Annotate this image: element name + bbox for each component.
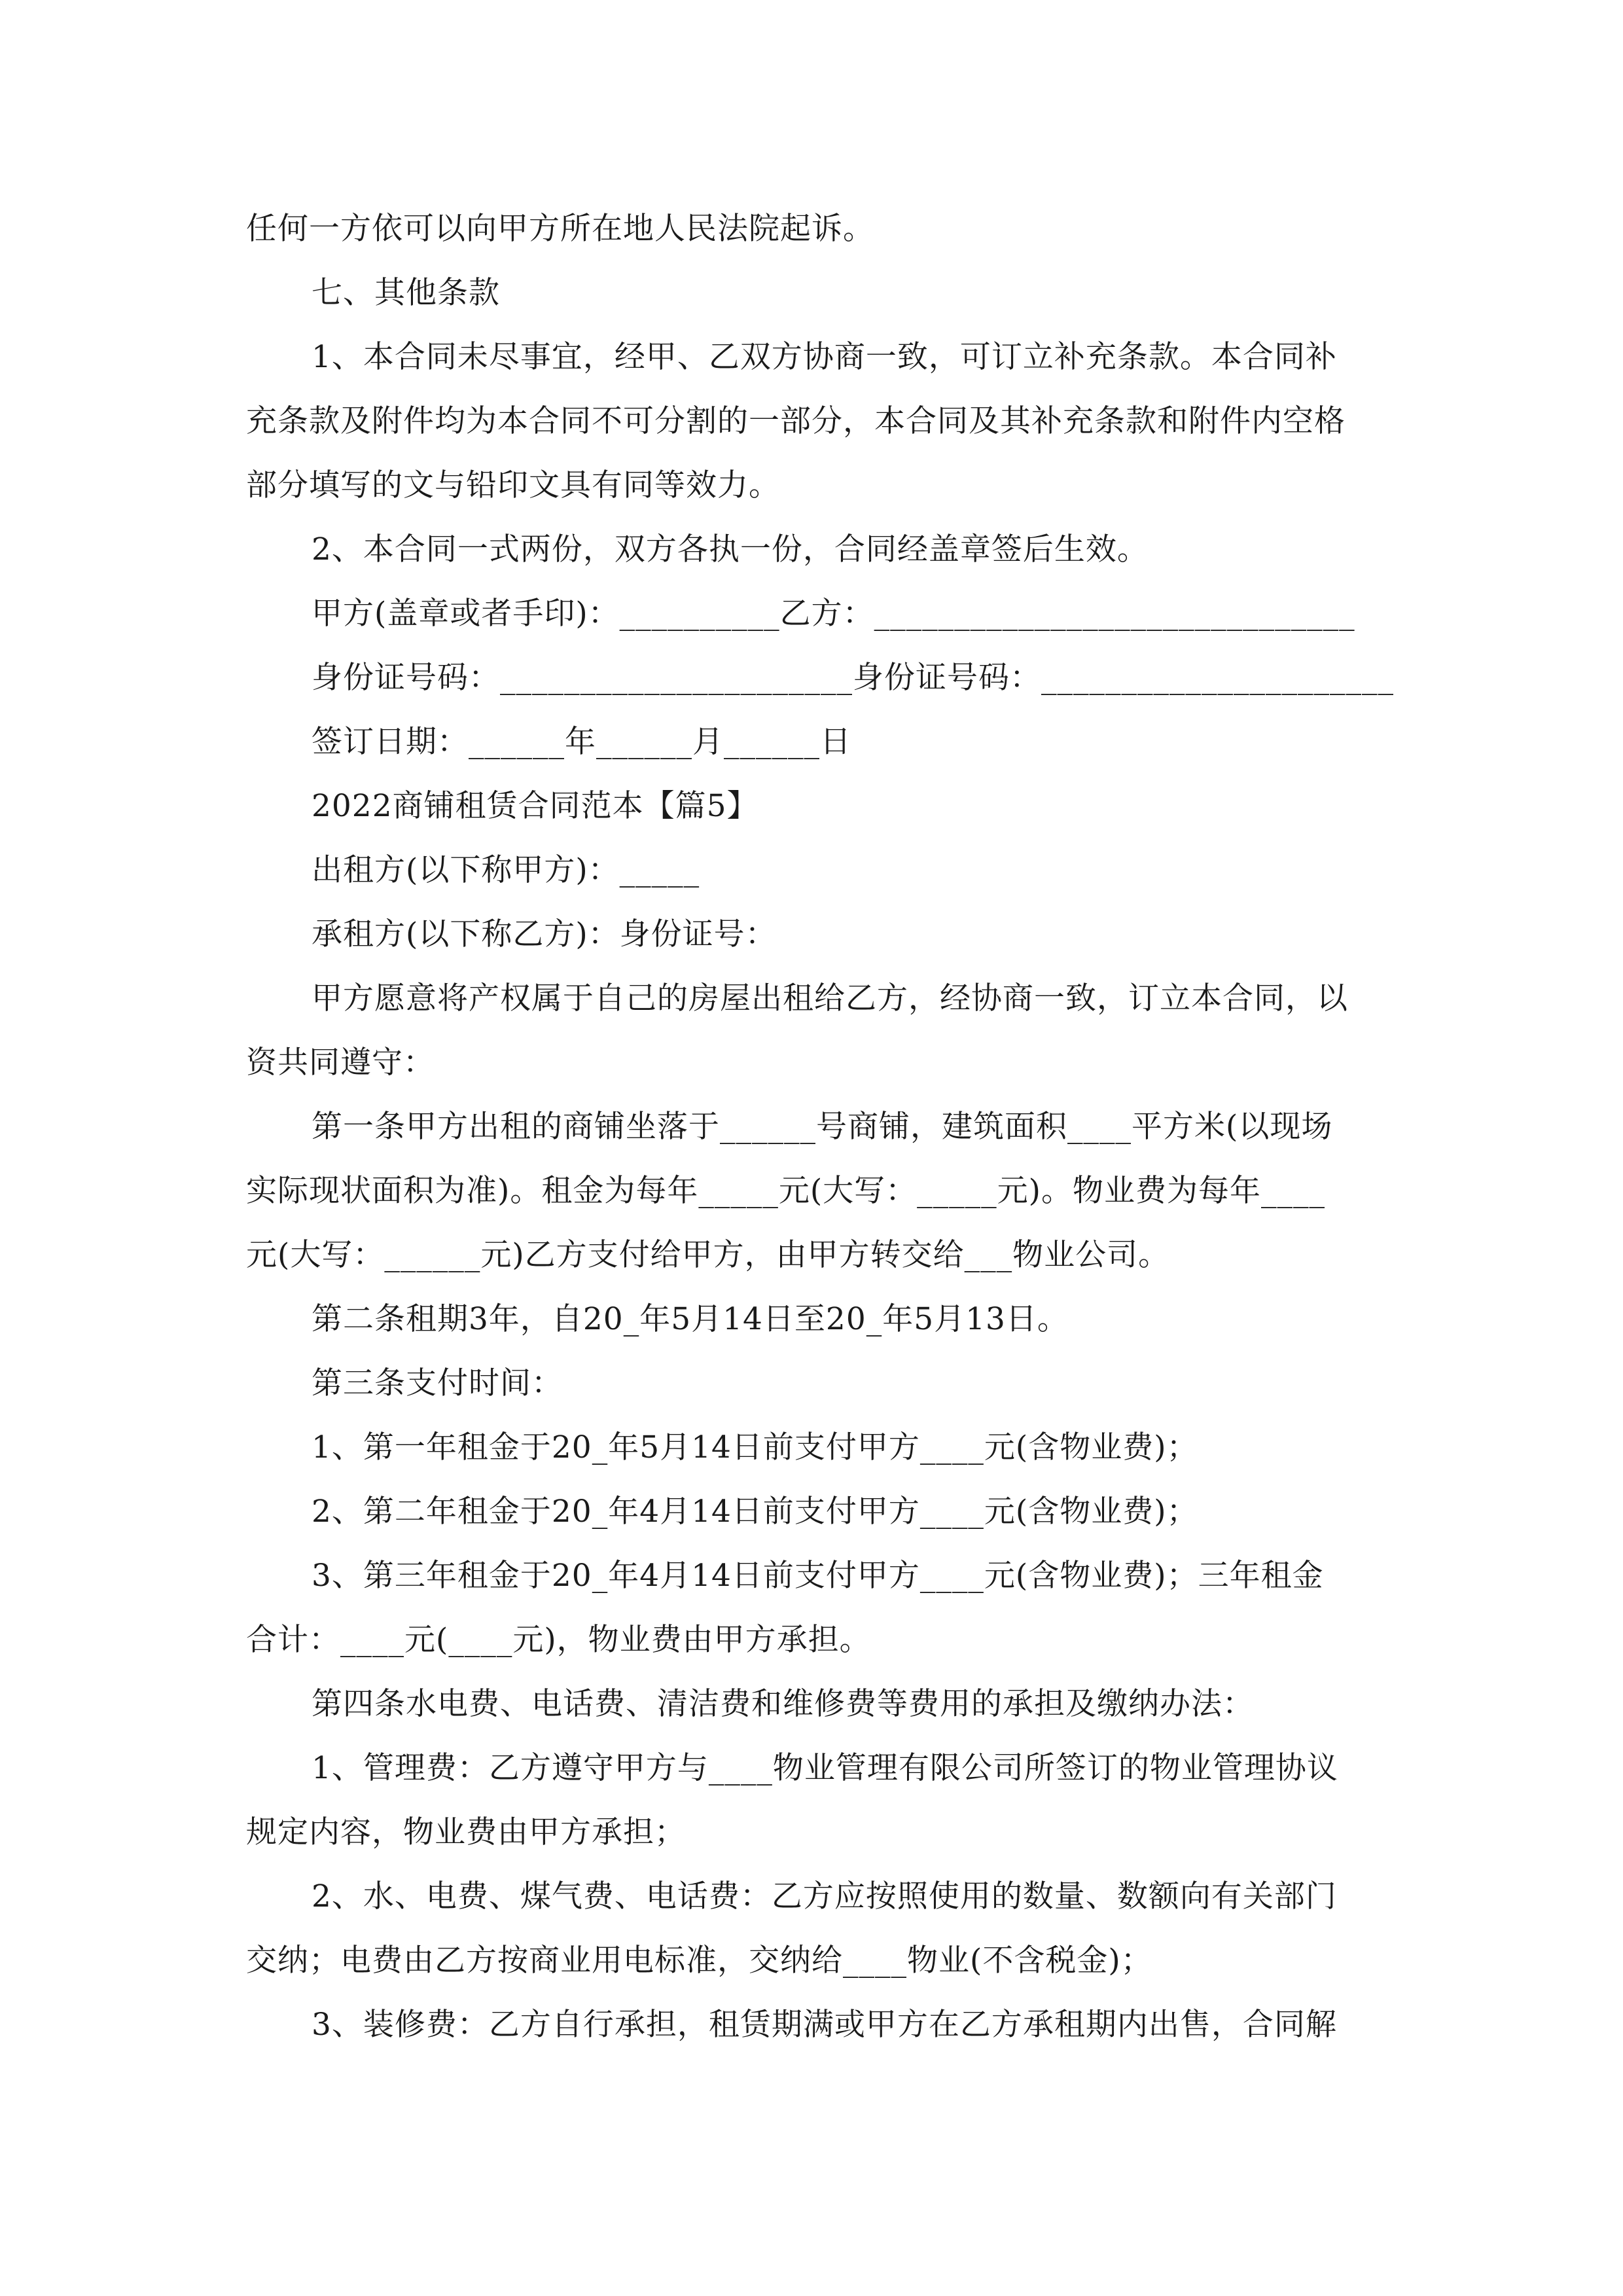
text-line: 合计：____元(____元)，物业费由甲方承担。 bbox=[246, 1622, 871, 1658]
text-line: 任何一方依可以向甲方所在地人民法院起诉。 bbox=[246, 211, 874, 247]
text-line: 元(大写：______元)乙方支付给甲方，由甲方转交给___物业公司。 bbox=[246, 1237, 1170, 1273]
text-line: 第四条水电费、电话费、清洁费和维修费等费用的承担及缴纳办法： bbox=[312, 1686, 1254, 1722]
text-line: 部分填写的文与铅印文具有同等效力。 bbox=[246, 467, 780, 503]
signature-line-id: 身份证号码：______________________身份证号码：______________________ bbox=[312, 660, 1394, 696]
text-line: 规定内容，物业费由甲方承担； bbox=[246, 1814, 686, 1850]
section-heading: 七、其他条款 bbox=[312, 275, 500, 311]
text-line: 1、第一年租金于20_年5月14日前支付甲方____元(含物业费)； bbox=[312, 1429, 1198, 1465]
text-line: 交纳；电费由乙方按商业用电标准，交纳给____物业(不含税金)； bbox=[246, 1943, 1152, 1979]
signature-line-date: 签订日期：______年______月______日 bbox=[312, 724, 851, 760]
text-line: 承租方(以下称乙方)：身份证号： bbox=[312, 916, 777, 952]
text-line: 甲方愿意将产权属于自己的房屋出租给乙方，经协商一致，订立本合同，以 bbox=[312, 980, 1348, 1016]
text-line: 充条款及附件均为本合同不可分割的一部分，本合同及其补充条款和附件内空格 bbox=[246, 403, 1346, 439]
signature-line-party: 甲方(盖章或者手印)：__________乙方：______________________________ bbox=[312, 596, 1355, 632]
text-line: 第二条租期3年，自20_年5月14日至20_年5月13日。 bbox=[312, 1301, 1069, 1337]
document-title: 2022商铺租赁合同范本【篇5】 bbox=[312, 788, 758, 824]
text-line: 2、水、电费、煤气费、电话费：乙方应按照使用的数量、数额向有关部门 bbox=[312, 1878, 1337, 1914]
text-line: 2、本合同一式两份，双方各执一份，合同经盖章签后生效。 bbox=[312, 531, 1149, 567]
text-line: 2、第二年租金于20_年4月14日前支付甲方____元(含物业费)； bbox=[312, 1494, 1198, 1530]
text-line: 出租方(以下称甲方)：_____ bbox=[312, 852, 700, 888]
text-line: 1、管理费：乙方遵守甲方与____物业管理有限公司所签订的物业管理协议 bbox=[312, 1750, 1338, 1786]
text-line: 3、装修费：乙方自行承担，租赁期满或甲方在乙方承租期内出售，合同解 bbox=[312, 2007, 1337, 2043]
text-line: 资共同遵守： bbox=[246, 1045, 435, 1081]
text-line: 1、本合同未尽事宜，经甲、乙双方协商一致，可订立补充条款。本合同补 bbox=[312, 339, 1337, 375]
text-line: 第三条支付时间： bbox=[312, 1365, 563, 1401]
text-line: 实际现状面积为准)。租金为每年_____元(大写：_____元)。物业费为每年____ bbox=[246, 1173, 1326, 1209]
text-line: 第一条甲方出租的商铺坐落于______号商铺，建筑面积____平方米(以现场 bbox=[312, 1109, 1333, 1145]
text-line: 3、第三年租金于20_年4月14日前支付甲方____元(含物业费)；三年租金 bbox=[312, 1558, 1324, 1594]
